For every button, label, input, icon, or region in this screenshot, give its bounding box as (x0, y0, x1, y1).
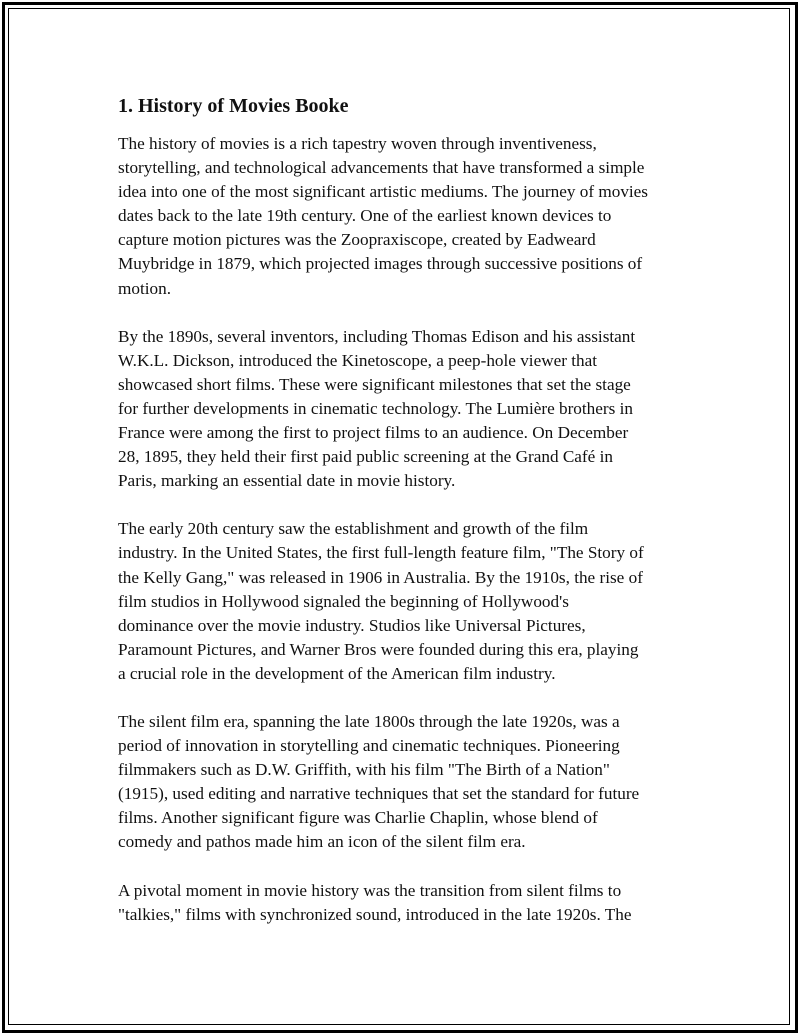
paragraph-early-20th-century: The early 20th century saw the establishment and growth of the film industry. In the United States, the first full-length feature film, "The Story of the Kelly Gang," was released in 1906 in Australia. By the 1910s, the rise of film studios in Hollywood signaled the beginning of Hollywood's dominance over the movie industry. Studios like Universal Pictures, Paramount Pictures, and Warner Bros were founded during this era, playing a crucial role in the development of the American film industry. (118, 519, 644, 683)
paragraph-talkies: A pivotal moment in movie history was the transition from silent films to "talkies," films with synchronized sound, introduced in the late 1920s. The (118, 880, 632, 924)
document-title: 1. History of Movies Booke (118, 95, 349, 117)
paragraph-early-devices: The history of movies is a rich tapestry woven through inventiveness, storytelling, and technological advancements that have transformed a simple idea into one of the most significant artistic mediums. The journey of movies dates back to the late 19th century. One of the earliest known devices to capture motion pictures was the Zoopraxiscope, created by Eadweard Muybridge in 1879, which projected images through successive positions of motion. (118, 134, 649, 298)
paragraph-silent-film-era: The silent film era, spanning the late 1800s through the late 1920s, was a period of innovation in storytelling and cinematic techniques. Pioneering filmmakers such as D.W. Griffith, with his film "The Birth of a Nation" (1915), used editing and narrative techniques that set the standard for future films. Another significant figure was Charlie Chaplin, whose blend of comedy and pathos made him an icon of the silent film era. (118, 711, 640, 852)
paragraph-kinetoscope-lumiere: By the 1890s, several inventors, including Thomas Edison and his assistant W.K.L. Dickson, introduced the Kinetoscope, a peep-hole viewer that showcased short films. These were significant milestones that set the stage for further developments in cinematic technology. The Lumière brothers in France were among the first to project films to an audience. On December 28, 1895, they held their first paid public screening at the Grand Café in Paris, marking an essential date in movie history. (118, 326, 636, 491)
document-body (118, 92, 698, 951)
